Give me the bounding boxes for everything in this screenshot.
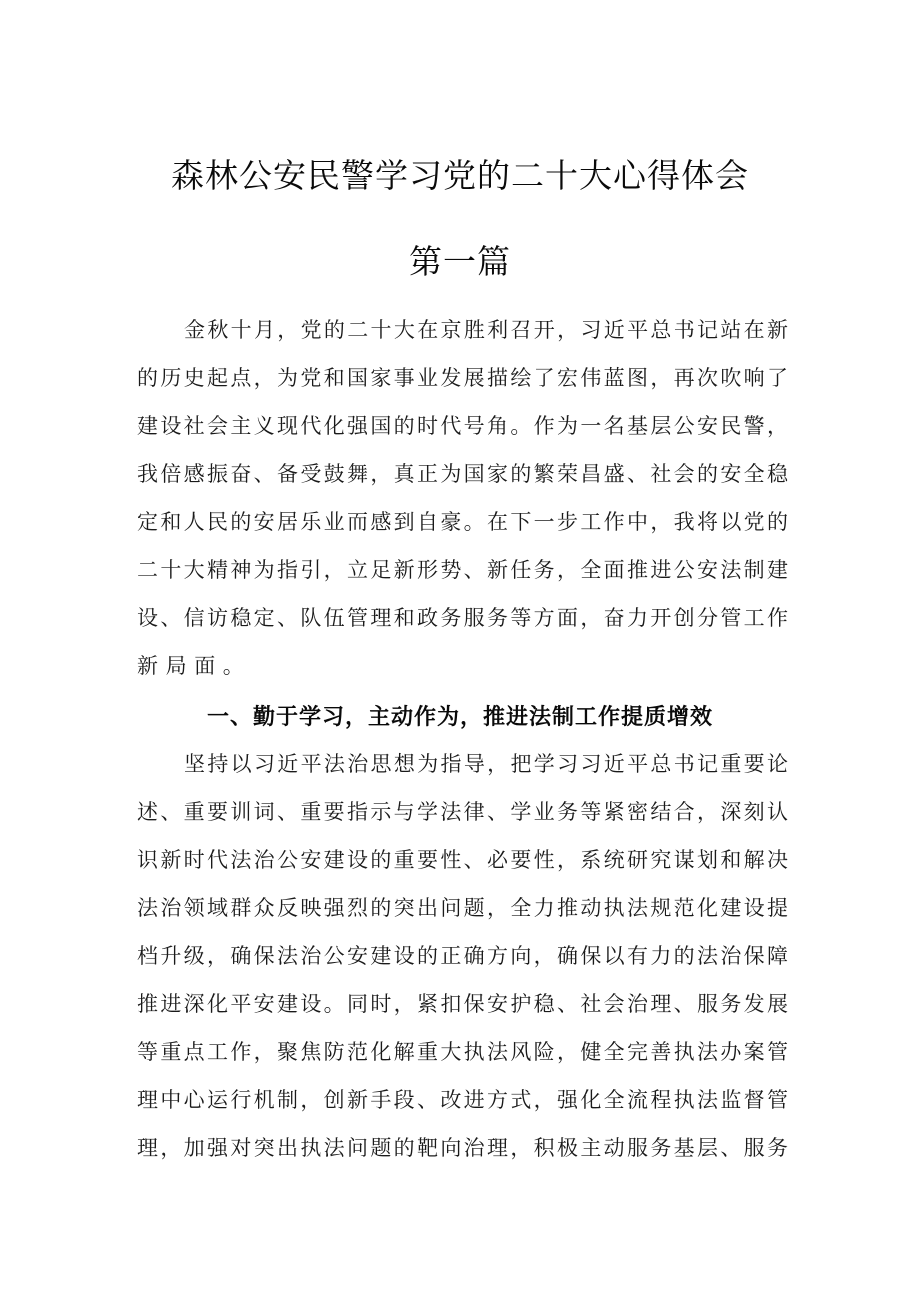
paragraph-line: 推进深化平安建设。同时，紧扣保安护稳、社会治理、服务发展 [137,992,788,1016]
paragraph-line: 我倍感振奋、备受鼓舞，真正为国家的繁荣昌盛、社会的安全稳 [137,462,788,486]
paragraph-line: 建设社会主义现代化强国的时代号角。作为一名基层公安民警， [137,414,788,438]
paragraph-line: 述、重要训词、重要指示与学法律、学业务等紧密结合，深刻认 [137,800,788,824]
document-title: 森林公安民警学习党的二十大心得体会 [171,156,749,195]
section-heading: 一、勤于学习，主动作为，推进法制工作提质增效 [206,705,713,730]
paragraph-line: 理中心运行机制，创新手段、改进方式，强化全流程执法监督管 [137,1088,788,1112]
paragraph-line: 等重点工作，聚焦防范化解重大执法风险，健全完善执法办案管 [137,1040,788,1064]
paragraph-line: 识新时代法治公安建设的重要性、必要性，系统研究谋划和解决 [137,848,788,872]
paragraph-line: 新局面。 [137,654,252,678]
paragraph-line: 金秋十月，党的二十大在京胜利召开，习近平总书记站在新 [184,318,788,342]
paragraph-line: 坚持以习近平法治思想为指导，把学习习近平总书记重要论 [184,752,788,776]
document-subtitle: 第一篇 [409,242,511,281]
paragraph-line: 二十大精神为指引，立足新形势、新任务，全面推进公安法制建 [137,558,788,582]
paragraph-line: 定和人民的安居乐业而感到自豪。在下一步工作中，我将以党的 [137,510,788,534]
paragraph-line: 设、信访稳定、队伍管理和政务服务等方面，奋力开创分管工作 [137,606,788,630]
paragraph-line: 理，加强对突出执法问题的靶向治理，积极主动服务基层、服务 [137,1136,788,1160]
paragraph-line: 档升级，确保法治公安建设的正确方向，确保以有力的法治保障 [137,944,788,968]
paragraph-line: 法治领域群众反映强烈的突出问题，全力推动执法规范化建设提 [137,896,788,920]
paragraph-line: 的历史起点，为党和国家事业发展描绘了宏伟蓝图，再次吹响了 [137,366,788,390]
